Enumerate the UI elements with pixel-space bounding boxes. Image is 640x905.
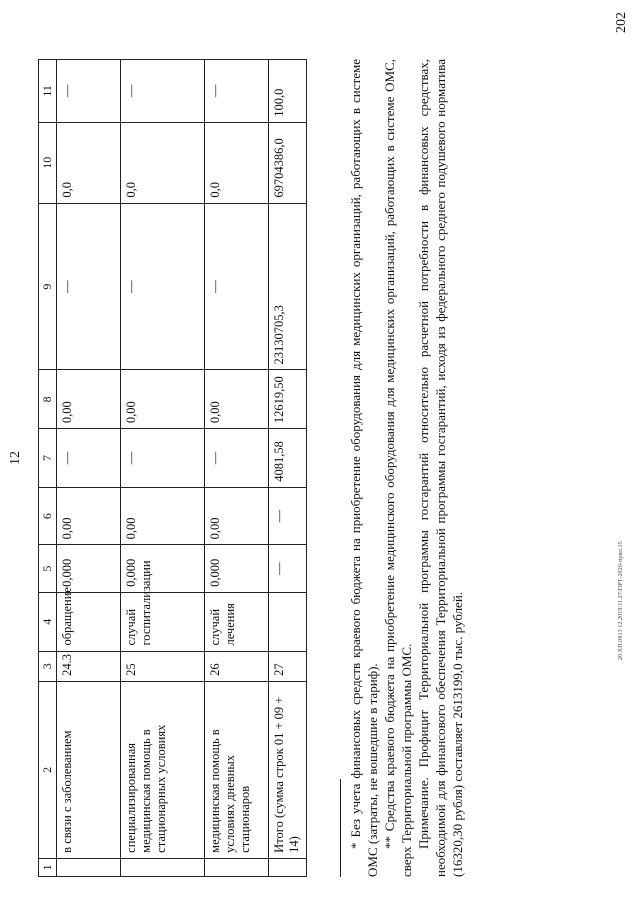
table-row-total (269, 60, 307, 877)
column-number: 7 (39, 429, 57, 488)
column-number: 8 (39, 370, 57, 429)
footnote-2: ** Средства краевого бюджета на приобретение медицинского оборудования для медицинских организаций, работающих в системе ОМС, сверх Территориальной программы ОМС. (382, 59, 414, 877)
table-cell: 27 (269, 651, 307, 681)
table-cell: — (121, 60, 205, 123)
column-number: 9 (39, 203, 57, 370)
table-cell: обращение (57, 592, 121, 651)
table-cell: 4081,58 (269, 429, 307, 488)
table-cell: 23130705,3 (269, 203, 307, 370)
column-number: 1 (39, 858, 57, 876)
table-row (205, 60, 269, 877)
column-number-row (39, 60, 57, 877)
table-cell: 0,00 (205, 487, 269, 545)
table-cell (205, 858, 269, 876)
document-reference: 20.ХП.0813 12.2019/11.27/ПРТ-2020-прил.15 (618, 541, 624, 660)
table-cell: 25 (121, 651, 205, 681)
column-number: 2 (39, 681, 57, 858)
table-cell: 0,000 (121, 545, 205, 593)
table-row (121, 60, 205, 877)
page-number-bottom: 202 (614, 12, 629, 33)
table-cell: случай лечения (205, 592, 269, 651)
column-number: 3 (39, 651, 57, 681)
table-cell: — (121, 429, 205, 488)
table-cell: — (205, 60, 269, 123)
financing-table (38, 59, 307, 877)
table-cell: — (121, 203, 205, 370)
footnotes (340, 59, 466, 877)
table-cell: — (205, 203, 269, 370)
table-row (57, 60, 121, 877)
table-cell (269, 858, 307, 876)
table-cell: 0,00 (121, 487, 205, 545)
table-cell: 69704386,0 (269, 122, 307, 203)
table-cell: 12619,50 (269, 370, 307, 429)
column-number: 11 (39, 60, 57, 123)
table-cell: медицинская помощь в условиях дневных стационаров (205, 681, 269, 858)
table-cell: 0,0 (57, 122, 121, 203)
table-cell: — (57, 429, 121, 488)
table-cell: 24.3 (57, 651, 121, 681)
table-cell: 0,00 (57, 370, 121, 429)
table-cell: 0,00 (121, 370, 205, 429)
table-cell (269, 592, 307, 651)
column-number: 6 (39, 487, 57, 545)
column-number: 5 (39, 545, 57, 593)
table-cell: 0,0 (205, 122, 269, 203)
table-cell: — (205, 429, 269, 488)
column-number: 10 (39, 122, 57, 203)
table-cell: специализированная медицинская помощь в стационарных условиях (121, 681, 205, 858)
column-number: 4 (39, 592, 57, 651)
footnote-1: * Без учета финансовых средств краевого бюджета на приобретение оборудования для медицинских организаций, работающих в системе ОМС (затраты, не вошедшие в тариф). (348, 59, 380, 877)
table-cell: в связи с заболеванием (57, 681, 121, 858)
table-cell: — (269, 487, 307, 545)
table-cell: — (269, 545, 307, 593)
table-cell: — (57, 60, 121, 123)
page-number-top: 12 (8, 451, 23, 465)
table-cell: — (57, 203, 121, 370)
table-cell: 0,000 (57, 545, 121, 593)
table-cell: Итого (сумма строк 01 + 09 + 14) (269, 681, 307, 858)
table-cell: случай госпитализации (121, 592, 205, 651)
table-cell: 0,00 (205, 370, 269, 429)
table-cell (121, 858, 205, 876)
footnote-separator (340, 779, 341, 877)
note-paragraph: Примечание. Профицит Территориальной программы госгарантий относительно расчетной потребности в финансовых средствах, необходимой для финансового обеспечения Территориальной программы госгарантий, исходя из федерального среднего подушевого норматива (16320,30 рубля) составляет 2613199,0 тыс. рублей. (416, 59, 465, 877)
table-cell: 26 (205, 651, 269, 681)
table-cell (57, 858, 121, 876)
table-cell: 0,000 (205, 545, 269, 593)
table-cell: 0,0 (121, 122, 205, 203)
table-cell: 100,0 (269, 60, 307, 123)
table-cell: 0,00 (57, 487, 121, 545)
